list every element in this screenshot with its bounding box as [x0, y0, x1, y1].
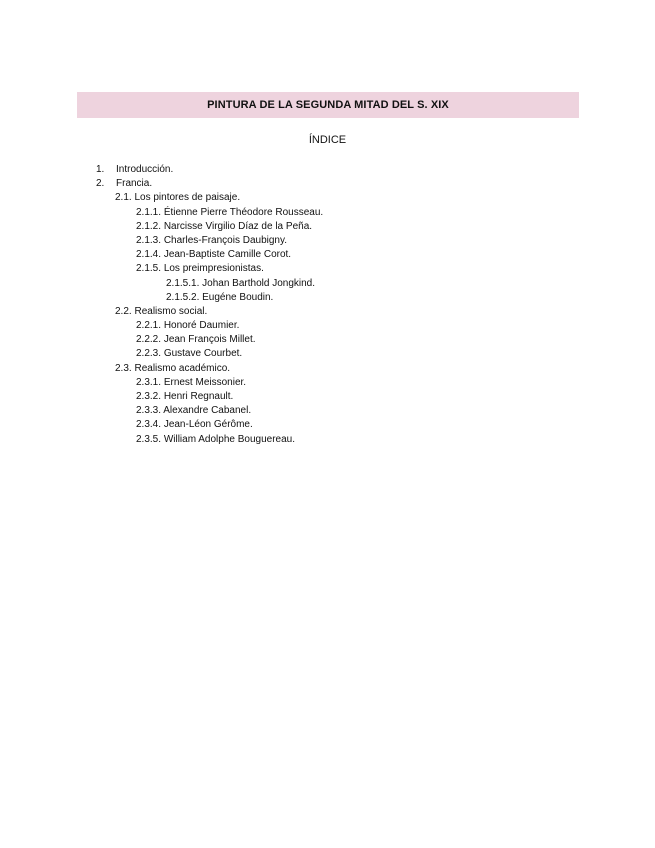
toc-entry-number: 2.1.1. — [136, 206, 162, 218]
toc-entry-number: 2.2.1. — [136, 320, 162, 332]
toc-entry-label: Francia. — [116, 178, 153, 190]
toc-entry-number: 2.1. — [115, 192, 132, 204]
toc-entry-label: Honoré Daumier. — [163, 320, 240, 332]
toc-entry-number: 2.3.4. — [136, 419, 162, 431]
toc-entry-number: 2.1.2. — [136, 220, 162, 232]
toc-entry-label: Los pintores de paisaje. — [134, 192, 241, 204]
table-of-contents — [0, 163, 655, 447]
toc-entry-number: 2.2. — [115, 305, 132, 317]
toc-entry-label: Jean-Léon Gérôme. — [163, 419, 253, 431]
toc-entry-number: 2.1.4. — [136, 249, 162, 261]
title-banner — [77, 92, 579, 118]
toc-entry[interactable] — [0, 333, 655, 347]
toc-entry-text — [115, 362, 230, 376]
toc-entry-label: Étienne Pierre Théodore Rousseau. — [163, 206, 324, 218]
toc-entry-number: 2.1.5. — [136, 263, 162, 275]
toc-entry-text — [115, 305, 207, 319]
toc-entry[interactable] — [0, 376, 655, 390]
toc-entry-label: Narcisse Virgilio Díaz de la Peña. — [163, 220, 313, 232]
toc-entry-number: 2.3.5. — [136, 433, 162, 445]
toc-entry-label: Charles-François Daubigny. — [163, 234, 288, 246]
document-title: PINTURA DE LA SEGUNDA MITAD DEL S. XIX — [207, 99, 449, 111]
toc-entry-text — [136, 262, 264, 276]
toc-entry-text — [136, 390, 233, 404]
toc-entry-number: 2.3.3. — [136, 405, 162, 417]
toc-entry-text — [136, 220, 312, 234]
toc-entry[interactable] — [0, 319, 655, 333]
toc-entry[interactable] — [0, 305, 655, 319]
toc-entry[interactable] — [0, 234, 655, 248]
toc-entry-text — [166, 277, 315, 291]
toc-entry-label: William Adolphe Bouguereau. — [163, 433, 296, 445]
toc-entry-number: 2.3. — [115, 362, 132, 374]
toc-entry-text — [136, 319, 239, 333]
toc-entry-text — [136, 347, 242, 361]
toc-entry[interactable] — [0, 262, 655, 276]
toc-entry-number: 2.2.3. — [136, 348, 162, 360]
toc-entry[interactable] — [0, 206, 655, 220]
toc-entry-number: 2. — [96, 178, 105, 190]
toc-entry[interactable] — [0, 362, 655, 376]
toc-entry-text — [136, 376, 246, 390]
toc-entry-text — [136, 234, 287, 248]
toc-entry-label: Johan Barthold Jongkind. — [202, 277, 315, 289]
toc-entry[interactable] — [0, 248, 655, 262]
toc-entry-text — [136, 404, 251, 418]
index-heading: ÍNDICE — [308, 134, 347, 146]
toc-entry-text — [136, 206, 323, 220]
toc-entry-label: Ernest Meissonier. — [163, 376, 247, 388]
toc-entry-label: Los preimpresionistas. — [163, 263, 264, 275]
toc-entry[interactable] — [0, 291, 655, 305]
toc-entry-label: Introducción. — [116, 164, 174, 175]
toc-entry[interactable] — [0, 390, 655, 404]
toc-entry[interactable] — [0, 163, 655, 177]
toc-entry-label: Realismo académico. — [134, 362, 231, 374]
toc-entry-text — [136, 333, 256, 347]
toc-entry-number: 1. — [96, 164, 105, 175]
toc-entry-text — [136, 433, 295, 447]
toc-entry-number: 2.3.2. — [136, 391, 162, 402]
toc-entry[interactable] — [0, 433, 655, 447]
toc-entry-label: Jean François Millet. — [163, 334, 256, 346]
toc-entry-label: Eugéne Boudin. — [202, 291, 274, 303]
toc-entry[interactable] — [0, 347, 655, 361]
toc-entry-label: Alexandre Cabanel. — [163, 405, 252, 417]
toc-entry-text — [166, 291, 273, 305]
toc-entry[interactable] — [0, 418, 655, 432]
toc-entry-label: Henri Regnault. — [163, 391, 234, 402]
toc-entry-number: 2.3.1. — [136, 376, 162, 388]
toc-entry[interactable] — [0, 220, 655, 234]
toc-entry-text — [115, 191, 240, 205]
toc-entry-number: 2.1.5.1. — [166, 277, 200, 289]
toc-entry-text — [136, 418, 253, 432]
toc-entry[interactable] — [0, 177, 655, 191]
toc-entry-number: 2.1.3. — [136, 234, 162, 246]
toc-entry[interactable] — [0, 191, 655, 205]
toc-entry[interactable] — [0, 277, 655, 291]
toc-entry-number: 2.1.5.2. — [166, 291, 200, 303]
toc-entry-number: 2.2.2. — [136, 334, 162, 346]
toc-entry-label: Realismo social. — [134, 305, 208, 317]
toc-entry-label: Gustave Courbet. — [163, 348, 243, 360]
toc-entry-text — [136, 248, 291, 262]
toc-entry[interactable] — [0, 404, 655, 418]
toc-entry-label: Jean-Baptiste Camille Corot. — [163, 249, 292, 261]
